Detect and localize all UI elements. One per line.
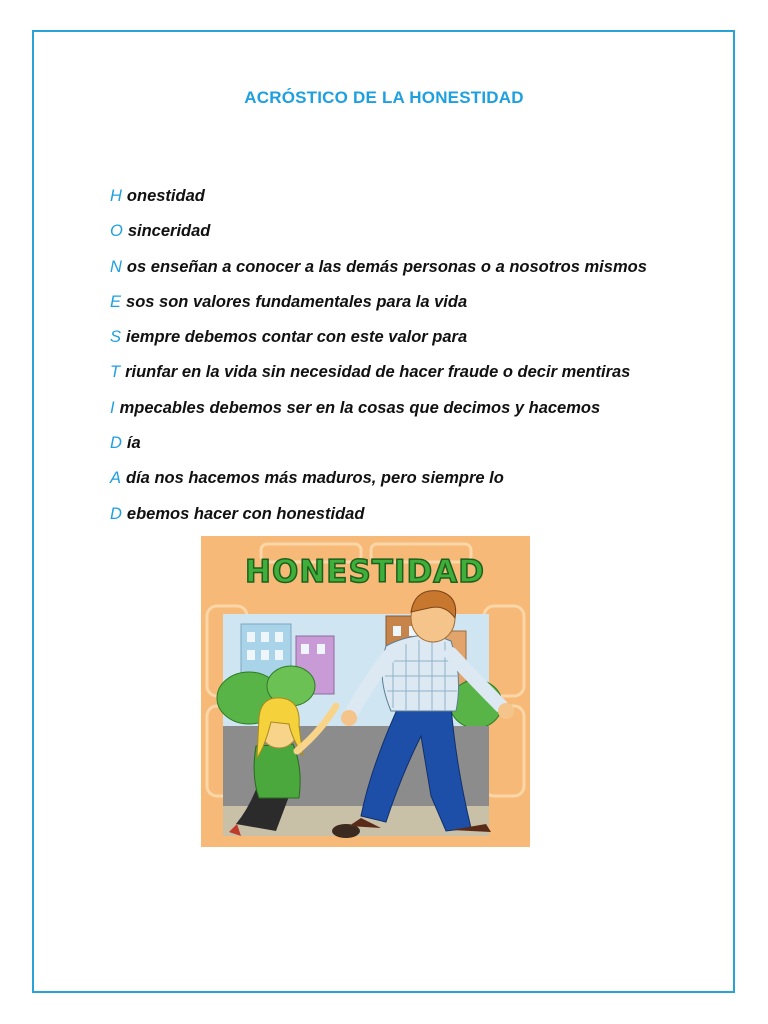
acrostic-letter: O bbox=[110, 222, 123, 241]
acrostic-text: sos son valores fundamentales para la vida bbox=[126, 292, 468, 311]
acrostic-list bbox=[110, 187, 710, 540]
acrostic-line bbox=[110, 363, 710, 398]
acrostic-line bbox=[110, 222, 710, 257]
acrostic-letter: T bbox=[110, 363, 121, 382]
acrostic-letter: I bbox=[110, 398, 115, 417]
acrostic-line bbox=[110, 187, 710, 222]
acrostic-text: ía bbox=[126, 434, 141, 453]
acrostic-letter: D bbox=[110, 504, 122, 523]
acrostic-text: os enseñan a conocer a las demás personas o a nosotros mismos bbox=[126, 257, 647, 276]
acrostic-text: mpecables debemos ser en la cosas que decimos y hacemos bbox=[119, 398, 601, 417]
banner-text: HONESTIDAD bbox=[245, 554, 485, 590]
acrostic-text: ebemos hacer con honestidad bbox=[126, 504, 365, 523]
acrostic-line bbox=[110, 258, 710, 293]
acrostic-letter: N bbox=[110, 257, 122, 276]
acrostic-letter: A bbox=[110, 469, 122, 488]
acrostic-text: sinceridad bbox=[127, 222, 211, 241]
acrostic-letter: E bbox=[110, 292, 122, 311]
honesty-illustration bbox=[201, 536, 530, 847]
acrostic-line bbox=[110, 293, 710, 328]
acrostic-line bbox=[110, 399, 710, 434]
acrostic-line bbox=[110, 328, 710, 363]
acrostic-line bbox=[110, 505, 710, 540]
acrostic-text: riunfar en la vida sin necesidad de hacer fraude o decir mentiras bbox=[125, 363, 631, 382]
acrostic-letter: D bbox=[110, 434, 122, 453]
acrostic-letter: H bbox=[110, 187, 122, 205]
acrostic-text: día nos hacemos más maduros, pero siempre lo bbox=[126, 469, 504, 488]
acrostic-line bbox=[110, 434, 710, 469]
acrostic-letter: S bbox=[110, 328, 122, 347]
acrostic-text: iempre debemos contar con este valor para bbox=[126, 328, 468, 347]
acrostic-text: onestidad bbox=[126, 187, 205, 205]
document-title: ACRÓSTICO DE LA HONESTIDAD bbox=[244, 88, 524, 107]
acrostic-line bbox=[110, 469, 710, 504]
